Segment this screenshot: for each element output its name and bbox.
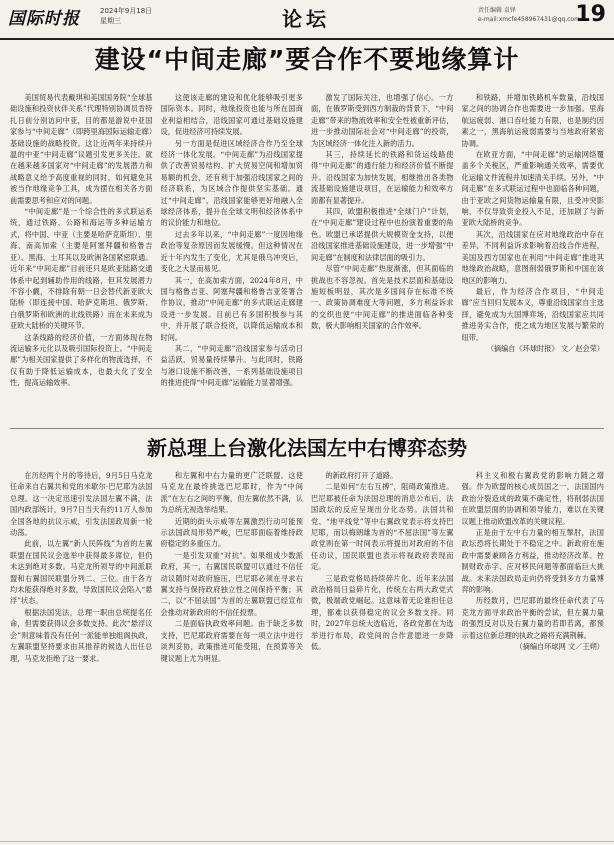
paragraph: 激发了国际关注，也增强了信心。一方面，在俄罗斯受到西方制裁的背景下，“中间走廊”带来的物流效率和安全性被重新评估，进一步推动国际社会对“中间走廊”的投资，为区域经济一体化注入新的活力。 xyxy=(311,93,454,148)
editor-info xyxy=(478,6,580,24)
paragraph: 三是政党格局持续碎片化。近年来法国政治格局日益碎片化，传统左右两大政党式微，极端政党崛起。这意味着无论谁担任总理，都难以获得稳定的议会多数支持。同时，2027年总统大选临近，各政党都在为选举进行布局，政党间的合作意愿进一步降低。 xyxy=(311,573,454,652)
paragraph: 近期的街头示威等左翼激烈行动可能预示法国政局形势严峻，巴尼耶面临着维持政府稳定的多重压力。 xyxy=(160,516,303,549)
paragraph: 历经数月，巴尼耶的最终任命代表了马克龙方面寻求政治平衡的尝试，但左翼力量的强烈反对以及右翼力量的若即若离，都预示着这位新总理的执政之路将充满荆棘。 xyxy=(461,596,604,640)
paragraph: “中间走廊”是一个综合性的多式联运系统，通过铁路、公路和海运等多种运输方式，将中国、中亚（主要是哈萨克斯坦）、里海、南高加索（主要是阿塞拜疆和格鲁吉亚）、黑海、土耳其以及欧洲各国紧密联通。近年来“中间走廊”目前还只是欧亚陆路交通体系中起到辅助作用的线路，但其发展潜力不容小觑，不排除有朝一日会替代新亚欧大陆桥（即连接中国、哈萨克斯坦、俄罗斯、白俄罗斯和欧洲的北线铁路）而在未来成为亚欧大陆桥的关键环节。 xyxy=(10,207,153,331)
page-number: 19 xyxy=(575,2,606,27)
paragraph: 最后，作为经济合作项目，“中间走廊”应当回归发展本义，尊重沿线国家自主选择，避免成为大国博弈场，沿线国家应共同推进务实合作，使之成为地区发展与繁荣的纽带。 xyxy=(461,286,604,342)
masthead-logo xyxy=(8,4,80,29)
article1-column-2 xyxy=(161,92,304,422)
article1-column-4 xyxy=(462,92,605,422)
paragraph: 在欧亚方面，“中间走廊”的运输网络覆盖多个关税区，严重影响通关效率，需要优化运输文件流程并加速清关手续。另外，“中间走廊”在多式联运过程中也面临各种问题，由于亚欧之间货物运输量有限，且受冲突影响，不仅导致资金投入不足，还加剧了与新亚欧大陆桥的竞争。 xyxy=(461,150,604,228)
paragraph: 这条线路的经济价值，一方面体现在物流运输多元化以及吸引国际投资上。“中间走廊”为相关国家提供了多样化的物流选择，不仅有助于降低运输成本，也最大化了安全性，提高运输效率。 xyxy=(10,332,153,388)
paragraph: 其一，在高加索方面，2024年8月，中国与格鲁吉亚、阿塞拜疆和格鲁吉亚签署合作协议，推动“中间走廊”的多式联运走廊建设进一步发展。目前已有多国积极参与其中，并开展了联合投资，以降低运输成本和时间。 xyxy=(160,275,303,342)
paragraph: 和左翼和中右力量的更广泛联盟。这使马克龙在最终挑选巴尼耶时，作为“中间派”在左右之间的平衡，但左翼依然不满，认为总统无视选举结果。 xyxy=(160,471,303,515)
article2-column-4 xyxy=(462,470,605,838)
paragraph: 二是如何“左右互搏”，阻碍政策推进。巴尼耶被任命为法国总理的消息公布后，法国政坛的反应呈现出分化态势。法国共和党、“地平线党”等中右翼政党表示将支持巴尼耶，而以梅朗雄为首的“不屈法国”等左翼政党则在第一时间表示将提出对政府的不信任动议，国民联盟也表示将视政府表现而定。 xyxy=(311,482,454,572)
paragraph: 美国贸易代表戴琪和美国国务院“全球基础设施和投资伙伴关系”代理特别协调员肯特扎日前分别访问中亚，目的都是游说中亚国家参与“中间走廊”（即跨里海国际运输走廊）基础设施的战略投资。这让近两年来持续升温的中亚“中间走廊”议题引发更多关注。就在越来越多国家对“中间走廊”的发展潜力和战略意义给予高度重视的同时，如何避免其被当作地缘竞争工具，成为摆在相关各方面前需要思考和应对的问题。 xyxy=(10,93,153,205)
paragraph: 二是面临执政效率问题。由于缺乏多数支持，巴尼耶政府需要在每一项立法中进行谈判妥协，政策推进可能受阻，在预算等关键议题上尤为明显。 xyxy=(160,619,303,663)
article-divider xyxy=(10,428,604,429)
paragraph: 其三，持续延长的铁路和货运线路使得“中间走廊”的通行能力和经济价值不断提升。沿线国家为加快发展，相继推出各类物流基础设施建设项目，在运输能力和效率方面都有显著提升。 xyxy=(311,150,454,205)
article1-column-1 xyxy=(10,92,153,422)
paragraph: 过去多年以来，“中间走廊”一度因地缘政治等复杂原因而发展缓慢。但这种情况在近十年内发生了变化，尤其是俄乌冲突后，变化之大显而易见。 xyxy=(160,229,303,274)
paragraph: 和铁路，并增加铁路机车数量，沿线国家之间的协调合作也需要进一步加强。里海航运疲弱、港口吞吐能力有限，也是制约因素之一，黑海航运疲弱需要与当地政府紧密协调。 xyxy=(461,93,604,148)
paragraph: 的新政府打开了道路。 xyxy=(325,471,398,480)
paragraph: 一是引发双重“对抗”。如果组成少数派政府，其一，右翼国民联盟可以通过不信任动议随时对政府施压，巴尼耶必须在寻求右翼支持与保持政府独立性之间保持平衡；其二，以“不屈法国”为首的左翼联盟已经宣布会推动对新政府的不信任投票。 xyxy=(160,550,303,617)
article2-column-3 xyxy=(311,470,454,838)
email-line: e-mail:xmcfe458967431@qq.com xyxy=(478,16,580,23)
paragraph: 另一方面是促进区域经济合作乃至全球经济一体化发展。“中间走廊”为沿线国家提供了改善贸易结构、扩大贸易空间和增加贸易额的机会，还有利于加强沿线国家之间的经济联系，为区域合作提供坚实基础。通过“中间走廊”，沿线国家能够更好地融入全球经济体系，提升在全球文明和经济体系中的议价能力和地位。 xyxy=(160,138,303,228)
article2-byline: （摘编自环球网 文／王朔） xyxy=(515,642,604,652)
article2-body xyxy=(10,470,604,838)
paragraph: 此前，以左翼“新人民阵线”为首的左翼联盟在国民议会选举中获得最多席位，但仍未达到绝对多数。马克龙所领导的中间派联盟和右翼国民联盟分列二、三位。由于各方均未能获得绝对多数，导致国民议会陷入“悬浮”状态。 xyxy=(10,539,153,606)
masthead-text: 国际时报 xyxy=(8,9,80,29)
paragraph: 正是由于左中右力量的相互掣肘，法国政坛恐将长期处于不稳定之中。新政府在施政中需要兼顾各方利益，推动经济改革、控制财政赤字、应对移民问题等都面临巨大挑战。未来法国政局走向仍将受到多方力量博弈的影响。 xyxy=(461,528,604,595)
paragraph: 这使该走廊的建设和优化能够吸引更多国际资本。同时，地缘投资也能与所在国商业利益相结合，沿线国家可通过基础设施建设，促进经济可持续发展。 xyxy=(160,93,303,137)
section-title: 论坛 xyxy=(282,7,330,31)
bottom-rule xyxy=(0,841,614,842)
paragraph: 其四，欧盟积极推进“全球门户”计划，在“中间走廊”建设过程中也扮演着重要的角色。欧盟已承诺提供大规模资金支持，以便沿线国家推进基础设施建设，进一步增强“中间走廊”在制度和法律层面的吸引力。 xyxy=(311,207,454,262)
paragraph: 科主义和极右翼政党的影响力随之增强。作为欧盟的核心成员国之一，法国国内政治分裂造成的政策不确定性，将削弱法国在欧盟层面的协调和领导能力，难以在关键议题上推动欧盟改革的关键议程。 xyxy=(461,471,604,526)
article1-column-3 xyxy=(311,92,454,422)
paragraph: 尽管“中间走廊”热度渐涨，但其面临的挑战也不容忽视。首先是技术层面和基础设施短板明显，其次是多国间存在标准不统一、政策协调难度大等问题，多方利益诉求的交织也使“中间走廊”的推进面临各种变数，极大影响相关国家的合作效率。 xyxy=(311,264,454,331)
paragraph: 在历经两个月的等待后，9月5日马克龙任命来自右翼共和党的米歇尔·巴尼耶为法国总理。这一决定迅速引发法国左翼不满，法国内政部统计，9月7日当天有约11万人参加全国各地的抗议示威，引发法国政局新一轮动荡。 xyxy=(10,471,153,538)
editor-line: 责任编辑 袁铎 xyxy=(478,7,516,14)
paragraph: 其次，沿线国家在应对地缘政治中存在差异，不同利益诉求影响着沿线合作进程，美国及西方国家也在利用“中间走廊”推进其地缘政治战略，意图削弱俄罗斯和中国在该地区的影响力。 xyxy=(461,229,604,285)
article2-headline: 新总理上台激化法国左中右博弈态势 xyxy=(147,436,467,460)
article1-body xyxy=(10,92,604,422)
issue-weekday: 星期三 xyxy=(100,17,121,25)
paragraph: 其二，“中间走廊”沿线国家参与活动日益活跃，贸易量持续攀升。与此同时，铁路与港口设施不断改善，一系列基础设施项目的推进使得“中间走廊”运输能力显著增强。 xyxy=(160,343,303,388)
page-header xyxy=(0,0,614,40)
article1-byline: （摘编自《环球时报》 文／赵会荣） xyxy=(486,343,604,353)
article2-column-1 xyxy=(10,470,153,838)
issue-date: 2024年9月18日 xyxy=(100,7,153,15)
paragraph: 根据法国宪法，总理一职由总统提名任命，但需要获得议会多数支持。此次“悬浮议会”则意味着没有任何一派能单独组阁执政，左翼联盟坚持要求由其推荐的候选人出任总理，马克龙拒绝了这一要求。 xyxy=(10,607,153,663)
article1-headline: 建设“中间走廊”要合作不要地缘算计 xyxy=(94,45,520,74)
article2-column-2 xyxy=(161,470,304,838)
date-block xyxy=(100,6,152,26)
